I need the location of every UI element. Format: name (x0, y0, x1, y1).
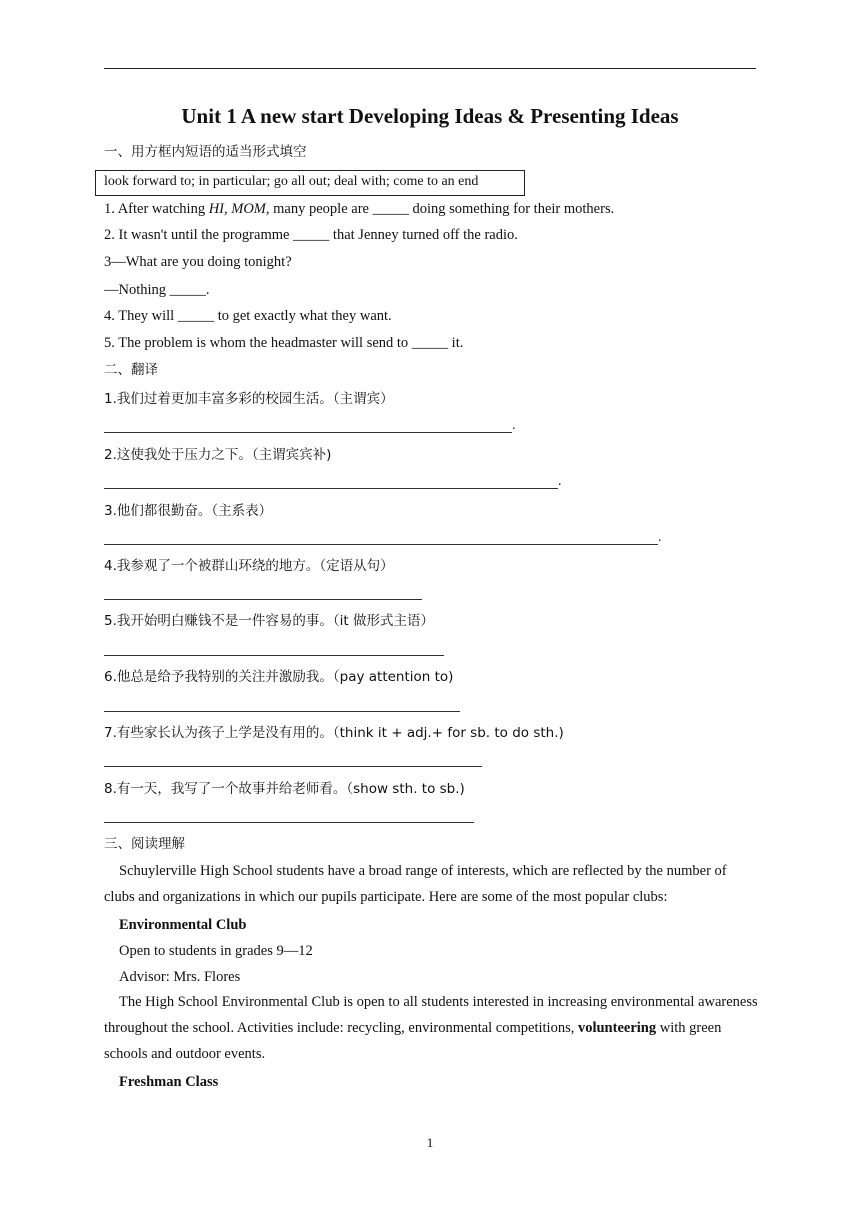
fill-item-3-question: 3—What are you doing tonight? (104, 254, 292, 270)
translate-item-8: 8.有一天，我写了一个故事并给老师看。（show sth. to sb.) (104, 781, 465, 797)
club-description: The High School Environmental Club is open to all students interested in increasing environmental awareness throughout the school. Activities include: recycling, environmental competitions, volunteering with green schools and outdoor events. (104, 994, 758, 1062)
section1-heading: 一、用方框内短语的适当形式填空 (104, 144, 307, 160)
header-rule (104, 68, 756, 69)
page-title: Unit 1 A new start Developing Ideas & Presenting Ideas (181, 104, 679, 128)
phrase-list: look forward to; in particular; go all out; deal with; come to an end (104, 174, 479, 189)
answer-line-8[interactable] (104, 822, 474, 823)
answer-end-3: . (658, 530, 662, 545)
highlighted-word: volunteering (577, 1020, 657, 1036)
answer-line-1[interactable] (104, 432, 512, 433)
answer-end-1: . (512, 418, 516, 433)
answer-line-5[interactable] (104, 655, 444, 656)
translate-item-5: 5.我开始明白赚钱不是一件容易的事。（it 做形式主语） (104, 613, 434, 629)
translate-item-1: 1.我们过着更加丰富多彩的校园生活。（主谓宾） (104, 391, 394, 407)
answer-line-4[interactable] (104, 599, 422, 600)
section3-heading: 三、阅读理解 (104, 836, 185, 852)
club-name-freshman: Freshman Class (119, 1074, 219, 1090)
fill-item-2: 2. It wasn't until the programme _____ that Jenney turned off the radio. (104, 227, 518, 243)
club-grades: Open to students in grades 9—12 (119, 943, 313, 959)
translate-item-4: 4.我参观了一个被群山环绕的地方。（定语从句） (104, 558, 394, 574)
translate-item-2: 2.这使我处于压力之下。（主谓宾宾补) (104, 447, 332, 463)
reading-intro: Schuylerville High School students have a broad range of interests, which are reflected by the number of clubs and organizations in which our pupils participate. Here are some of the most popular clubs: (104, 863, 727, 905)
club-advisor: Advisor: Mrs. Flores (119, 969, 241, 985)
translate-item-6: 6.他总是给予我特别的关注并激励我。（pay attention to) (104, 669, 454, 685)
section2-heading: 二、翻译 (104, 362, 158, 378)
fill-item-1: 1. After watching HI, MOM, many people are _____ doing something for their mothers. (104, 201, 615, 217)
fill-item-4: 4. They will _____ to get exactly what they want. (104, 308, 392, 324)
fill-item-3-answer: —Nothing _____. (104, 282, 210, 298)
answer-end-2: . (558, 474, 562, 489)
club-name-environmental: Environmental Club (119, 917, 247, 933)
translate-item-7: 7.有些家长认为孩子上学是没有用的。（think it + adj.+ for sb. to do sth.) (104, 725, 564, 741)
translate-item-3: 3.他们都很勤奋。（主系表） (104, 503, 273, 519)
fill-item-5: 5. The problem is whom the headmaster will send to _____ it. (104, 335, 464, 351)
film-title: HI, MOM (208, 201, 266, 217)
answer-line-2[interactable] (104, 488, 558, 489)
answer-line-6[interactable] (104, 711, 460, 712)
answer-line-7[interactable] (104, 766, 482, 767)
page-number: 1 (426, 1135, 434, 1150)
answer-line-3[interactable] (104, 544, 658, 545)
